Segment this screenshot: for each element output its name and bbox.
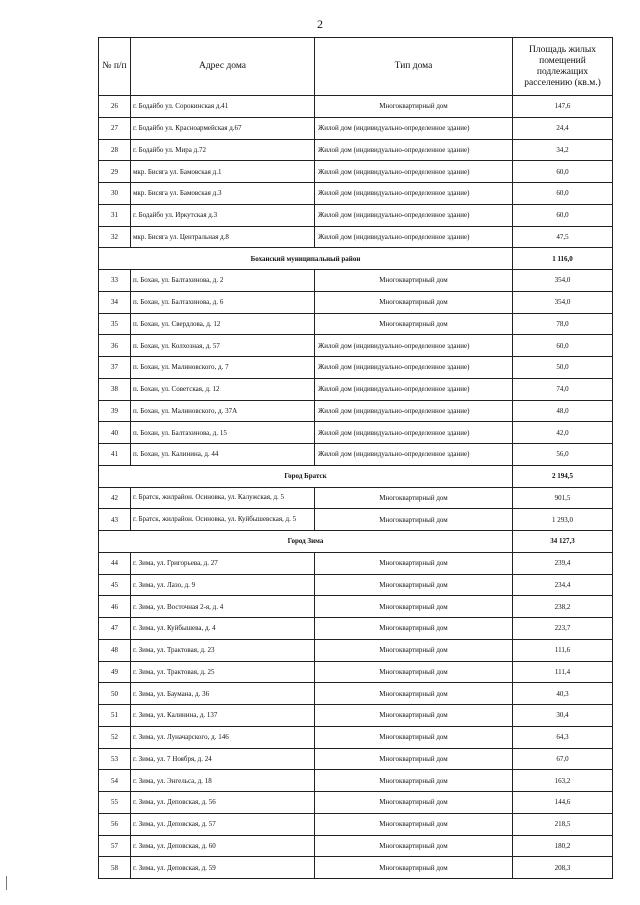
cell-house-type: Жилой дом (индивидуально-определенное здание) — [315, 422, 513, 444]
table-row — [99, 291, 613, 313]
cell-area: 60,0 — [513, 183, 613, 205]
cell-house-type: Многоквартирный дом — [315, 96, 513, 118]
cell-address: г. Зима, ул. Баумана, д. 36 — [131, 683, 315, 705]
table-row — [99, 161, 613, 183]
cell-area: 354,0 — [513, 291, 613, 313]
cell-num: 33 — [99, 270, 131, 292]
cell-num: 37 — [99, 357, 131, 379]
cell-address: г. Бодайбо ул. Мира д.72 — [131, 139, 315, 161]
cell-area: 56,0 — [513, 444, 613, 466]
cell-address: г. Зима, ул. Трактовая, д. 23 — [131, 639, 315, 661]
section-total-area: 34 127,3 — [513, 531, 613, 553]
table-row — [99, 661, 613, 683]
cell-house-type: Многоквартирный дом — [315, 857, 513, 879]
cell-house-type: Многоквартирный дом — [315, 770, 513, 792]
table-row — [99, 509, 613, 531]
cell-area: 239,4 — [513, 552, 613, 574]
cell-area: 48,0 — [513, 400, 613, 422]
cell-house-type: Жилой дом (индивидуально-определенное здание) — [315, 139, 513, 161]
cell-house-type: Многоквартирный дом — [315, 596, 513, 618]
cell-num: 51 — [99, 705, 131, 727]
table-row — [99, 726, 613, 748]
cell-area: 60,0 — [513, 161, 613, 183]
table-row — [99, 574, 613, 596]
section-total-area: 2 194,5 — [513, 465, 613, 487]
table-row — [99, 857, 613, 879]
cell-address: п. Бохан, ул. Балтахинова, д. 6 — [131, 291, 315, 313]
header-area: Площадь жилых помещений подлежащих расселению (кв.м.) — [513, 38, 613, 96]
cell-address: г. Бодайбо ул. Иркутская д.3 — [131, 204, 315, 226]
table-row — [99, 400, 613, 422]
header-num: № п/п — [99, 38, 131, 96]
cell-house-type: Многоквартирный дом — [315, 705, 513, 727]
table-row — [99, 835, 613, 857]
cell-area: 42,0 — [513, 422, 613, 444]
cell-num: 28 — [99, 139, 131, 161]
section-title: Боханский муниципальный район — [99, 248, 513, 270]
cell-area: 60,0 — [513, 335, 613, 357]
cell-address: г. Зима, ул. Деповская, д. 60 — [131, 835, 315, 857]
cell-num: 42 — [99, 487, 131, 509]
cell-area: 1 293,0 — [513, 509, 613, 531]
cell-house-type: Жилой дом (индивидуально-определенное здание) — [315, 183, 513, 205]
cell-house-type: Жилой дом (индивидуально-определенное здание) — [315, 444, 513, 466]
cell-house-type: Многоквартирный дом — [315, 661, 513, 683]
cell-area: 64,3 — [513, 726, 613, 748]
table-row — [99, 618, 613, 640]
cell-num: 52 — [99, 726, 131, 748]
cell-num: 41 — [99, 444, 131, 466]
cell-house-type: Жилой дом (индивидуально-определенное здание) — [315, 226, 513, 248]
cell-num: 58 — [99, 857, 131, 879]
table-row — [99, 313, 613, 335]
cell-num: 32 — [99, 226, 131, 248]
cell-num: 50 — [99, 683, 131, 705]
cell-num: 45 — [99, 574, 131, 596]
table-row — [99, 792, 613, 814]
cell-house-type: Многоквартирный дом — [315, 574, 513, 596]
cell-area: 111,6 — [513, 639, 613, 661]
cell-area: 60,0 — [513, 204, 613, 226]
cell-area: 34,2 — [513, 139, 613, 161]
cell-house-type: Многоквартирный дом — [315, 726, 513, 748]
cell-address: г. Бодайбо ул. Сорокинская д.41 — [131, 96, 315, 118]
table-header-row — [99, 38, 613, 96]
cell-area: 208,3 — [513, 857, 613, 879]
cell-address: г. Бодайбо ул. Красноармейская д.67 — [131, 117, 315, 139]
cell-house-type: Жилой дом (индивидуально-определенное здание) — [315, 161, 513, 183]
cell-address: г. Зима, ул. Восточная 2-я, д. 4 — [131, 596, 315, 618]
cell-num: 35 — [99, 313, 131, 335]
cell-area: 144,6 — [513, 792, 613, 814]
page-number: 2 — [317, 17, 323, 31]
table-row — [99, 813, 613, 835]
cell-address: г. Зима, ул. Куйбышева, д. 4 — [131, 618, 315, 640]
table-row — [99, 270, 613, 292]
cell-num: 27 — [99, 117, 131, 139]
cell-address: г. Зима, ул. Григорьева, д. 27 — [131, 552, 315, 574]
cell-address: п. Бохан, ул. Свердлова, д. 12 — [131, 313, 315, 335]
cell-area: 40,3 — [513, 683, 613, 705]
cell-house-type: Многоквартирный дом — [315, 683, 513, 705]
cell-house-type: Многоквартирный дом — [315, 813, 513, 835]
cell-house-type: Многоквартирный дом — [315, 291, 513, 313]
cell-area: 50,0 — [513, 357, 613, 379]
table-row — [99, 226, 613, 248]
cell-num: 39 — [99, 400, 131, 422]
cell-num: 56 — [99, 813, 131, 835]
cell-address: г. Зима, ул. 7 Ноября, д. 24 — [131, 748, 315, 770]
cell-area: 223,7 — [513, 618, 613, 640]
cell-num: 53 — [99, 748, 131, 770]
cell-address: п. Бохан, ул. Балтахинова, д. 2 — [131, 270, 315, 292]
table-row — [99, 770, 613, 792]
cell-house-type: Многоквартирный дом — [315, 639, 513, 661]
section-row — [99, 248, 613, 270]
cell-address: п. Бохан, ул. Малиновского, д. 7 — [131, 357, 315, 379]
table-row — [99, 204, 613, 226]
table-row — [99, 183, 613, 205]
cell-num: 44 — [99, 552, 131, 574]
section-total-area: 1 116,0 — [513, 248, 613, 270]
section-title: Город Братск — [99, 465, 513, 487]
cell-house-type: Жилой дом (индивидуально-определенное здание) — [315, 378, 513, 400]
cell-address: г. Зима, ул. Деповская, д. 59 — [131, 857, 315, 879]
cell-num: 30 — [99, 183, 131, 205]
cell-address: п. Бохан, ул. Советская, д. 12 — [131, 378, 315, 400]
cell-house-type: Многоквартирный дом — [315, 748, 513, 770]
cell-area: 180,2 — [513, 835, 613, 857]
margin-mark — [6, 876, 7, 890]
section-title: Город Зима — [99, 531, 513, 553]
cell-address: п. Бохан, ул. Балтахинова, д. 15 — [131, 422, 315, 444]
cell-house-type: Многоквартирный дом — [315, 509, 513, 531]
table-row — [99, 748, 613, 770]
table-row — [99, 639, 613, 661]
cell-num: 34 — [99, 291, 131, 313]
cell-num: 29 — [99, 161, 131, 183]
cell-num: 46 — [99, 596, 131, 618]
table-row — [99, 705, 613, 727]
cell-house-type: Многоквартирный дом — [315, 835, 513, 857]
table-row — [99, 683, 613, 705]
table-row — [99, 357, 613, 379]
cell-address: п. Бохан, ул. Калинина, д. 44 — [131, 444, 315, 466]
cell-address: мкр. Бисяга ул. Центральная д.8 — [131, 226, 315, 248]
cell-address: г. Зима, ул. Деповская, д. 56 — [131, 792, 315, 814]
header-address: Адрес дома — [131, 38, 315, 96]
cell-num: 57 — [99, 835, 131, 857]
table-body — [99, 96, 613, 879]
cell-area: 354,0 — [513, 270, 613, 292]
cell-area: 67,0 — [513, 748, 613, 770]
cell-house-type: Жилой дом (индивидуально-определенное здание) — [315, 204, 513, 226]
cell-address: г. Зима, ул. Трактовая, д. 25 — [131, 661, 315, 683]
table-row — [99, 487, 613, 509]
section-row — [99, 465, 613, 487]
cell-area: 111,4 — [513, 661, 613, 683]
cell-area: 218,5 — [513, 813, 613, 835]
cell-house-type: Жилой дом (индивидуально-определенное здание) — [315, 357, 513, 379]
cell-address: п. Бохан, ул. Малиновского, д. 37А — [131, 400, 315, 422]
cell-area: 147,6 — [513, 96, 613, 118]
cell-area: 74,0 — [513, 378, 613, 400]
table-row — [99, 422, 613, 444]
cell-num: 43 — [99, 509, 131, 531]
table-row — [99, 139, 613, 161]
section-row — [99, 531, 613, 553]
cell-num: 49 — [99, 661, 131, 683]
cell-address: мкр. Бисяга ул. Бамовская д.1 — [131, 161, 315, 183]
cell-address: г. Зима, ул. Энгельса, д. 18 — [131, 770, 315, 792]
cell-house-type: Жилой дом (индивидуально-определенное здание) — [315, 117, 513, 139]
cell-area: 47,5 — [513, 226, 613, 248]
cell-area: 24,4 — [513, 117, 613, 139]
table-row — [99, 335, 613, 357]
cell-address: г. Зима, ул. Лазо, д. 9 — [131, 574, 315, 596]
cell-address: г. Братск, жилрайон. Осиновка, ул. Калужская, д. 5 — [131, 487, 315, 509]
cell-house-type: Жилой дом (индивидуально-определенное здание) — [315, 335, 513, 357]
cell-house-type: Многоквартирный дом — [315, 313, 513, 335]
cell-house-type: Многоквартирный дом — [315, 792, 513, 814]
cell-address: г. Зима, ул. Калинина, д. 137 — [131, 705, 315, 727]
cell-address: г. Братск, жилрайон. Осиновка, ул. Куйбышевская, д. 5 — [131, 509, 315, 531]
cell-num: 36 — [99, 335, 131, 357]
cell-area: 234,4 — [513, 574, 613, 596]
cell-num: 38 — [99, 378, 131, 400]
cell-house-type: Многоквартирный дом — [315, 487, 513, 509]
cell-area: 238,2 — [513, 596, 613, 618]
cell-house-type: Многоквартирный дом — [315, 618, 513, 640]
cell-area: 30,4 — [513, 705, 613, 727]
cell-num: 47 — [99, 618, 131, 640]
table-row — [99, 378, 613, 400]
cell-num: 54 — [99, 770, 131, 792]
table-row — [99, 96, 613, 118]
table-row — [99, 444, 613, 466]
table-row — [99, 552, 613, 574]
cell-num: 55 — [99, 792, 131, 814]
cell-num: 26 — [99, 96, 131, 118]
cell-house-type: Многоквартирный дом — [315, 270, 513, 292]
table-row — [99, 117, 613, 139]
cell-num: 48 — [99, 639, 131, 661]
cell-address: п. Бохан, ул. Колхозная, д. 57 — [131, 335, 315, 357]
cell-address: г. Зима, ул. Деповская, д. 57 — [131, 813, 315, 835]
cell-address: мкр. Бисяга ул. Бамовская д.3 — [131, 183, 315, 205]
table-row — [99, 596, 613, 618]
cell-num: 40 — [99, 422, 131, 444]
cell-area: 163,2 — [513, 770, 613, 792]
cell-house-type: Жилой дом (индивидуально-определенное здание) — [315, 400, 513, 422]
resettlement-table — [98, 37, 613, 879]
cell-area: 78,0 — [513, 313, 613, 335]
cell-area: 901,5 — [513, 487, 613, 509]
cell-address: г. Зима, ул. Луначарского, д. 146 — [131, 726, 315, 748]
header-type: Тип дома — [315, 38, 513, 96]
cell-house-type: Многоквартирный дом — [315, 552, 513, 574]
cell-num: 31 — [99, 204, 131, 226]
